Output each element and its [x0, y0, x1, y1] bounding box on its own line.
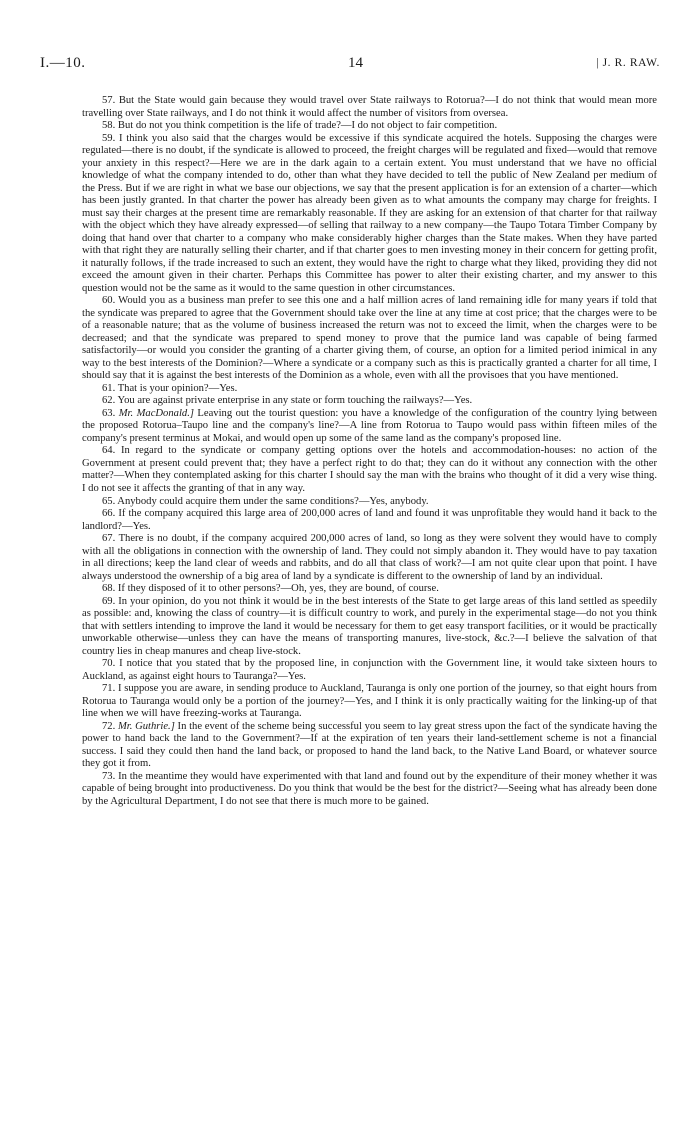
paragraph-text: 66. If the company acquired this large area of 200,000 acres of land and found it was unprofitable they would hand it back to the landlord?—Yes. — [82, 508, 657, 532]
section-reference: I.—10. — [40, 55, 86, 71]
paragraph-text: 70. I notice that you stated that by the proposed line, in conjunction with the Government line, it would take sixteen hours to Auckland, as against eight hours to Tauranga?—Yes. — [82, 658, 657, 682]
speaker-name: Mr. Guthrie.] — [117, 720, 175, 732]
paragraph-text: 57. But the State would gain because they would travel over State railways to Rotorua?—I do not think that would mean more travelling over State railways, and I do not think it would affect the number of visitors from oversea. — [82, 95, 657, 119]
question-paragraph — [82, 596, 657, 659]
question-paragraph — [82, 395, 657, 408]
question-paragraph — [82, 133, 657, 296]
page-header — [40, 55, 660, 75]
speaker-name: Mr. MacDonald.] — [118, 407, 194, 419]
paragraph-text: 62. You are against private enterprise in any state or form touching the railways?—Yes. — [102, 395, 473, 407]
question-paragraph — [82, 721, 657, 771]
paragraph-text: In the event of the scheme being successful you seem to lay great stress upon the fact of the syndicate having the power to hand back the land to the Government?—If at the expiration of ten years their land-settlement scheme is not a financial success. I said they could then hand the land back, or proposed to hand the land back, to the Native Land Board, or whatever source they got it from. — [82, 720, 658, 770]
question-paragraph — [82, 658, 657, 683]
paragraph-text: 67. There is no doubt, if the company acquired 200,000 acres of land, so long as they were solvent they would have to comply with all the obligations in connection with the ownership of land. They could not simply abandon it. They would have to pay taxation in all directions; keep the land clear of weeds and rabbits, and do all that class of work?—I am not quite clear upon that point. I have always understood the ownership of a big area of land by a syndicate is different to the ownership of land by an individual. — [82, 533, 657, 582]
paragraph-text: 69. In your opinion, do you not think it would be in the best interests of the State to get large areas of this land settled as speedily as possible: and, knowing the class of country—it is difficult country to work, and purely in the experimental stage—do not you think that with settlers intending to improve the land it would be necessary for them to get easy transport facilities, or it would be practically unworkable otherwise—unless they can have the means of transporting manures, live-stock, &c.?—I believe the salvation of that country lies in cheap manures and cheap live-stock. — [82, 595, 657, 657]
paragraph-text: 65. Anybody could acquire them under the same conditions?—Yes, anybody. — [102, 495, 429, 507]
paragraph-text: 58. But do not you think competition is the life of trade?—I do not object to fair competition. — [102, 120, 498, 132]
question-paragraph — [82, 771, 657, 809]
question-paragraph — [82, 683, 657, 721]
question-paragraph — [82, 383, 657, 396]
question-paragraph — [82, 95, 657, 120]
evidence-transcript — [82, 95, 657, 808]
page-number: 14 — [348, 55, 363, 71]
question-paragraph — [82, 508, 657, 533]
paragraph-text: Leaving out the tourist question: you have a knowledge of the configuration of the country lying between the proposed Rotorua–Taupo line and the company's line?—A line from Rotorua to Taupo would pass within fifteen miles of the company's present terminus at Mokai, and would open up some of the same land as the company's proposed line. — [82, 407, 657, 444]
question-paragraph — [82, 533, 657, 583]
paragraph-text: 68. If they disposed of it to other persons?—Oh, yes, they are bound, of course. — [102, 583, 439, 595]
question-number: 72. — [102, 720, 118, 732]
question-paragraph — [82, 295, 657, 383]
paragraph-text: 60. Would you as a business man prefer to see this one and a half million acres of land remaining idle for many years if told that the syndicate was prepared to agree that the Government should take over the line at any time at cost price; that the charges were to be of a reasonable nature; that as the volume of business increased the return was not to exceed the limit, when the charges were to be decreased; and that the syndicate was prepared to spend money to prove that the pumice land was capable of being farmed satisfactorily—or would you consider the granting of a charter giving them, of course, an option for a limited period inimical in any way to the best interests of the Dominion?—Where a syndicate or a company such as this is practically granted a charter for all time, I should say that it is against the best interests of the Dominion as a whole, even with all the provisoes that you have mentioned. — [82, 295, 657, 382]
question-paragraph — [82, 120, 657, 133]
question-paragraph — [82, 408, 657, 446]
paragraph-text: 71. I suppose you are aware, in sending produce to Auckland, Tauranga is only one portion of the journey, so that eight hours from Rotorua to Tauranga would only be a portion of the journey?—Yes, and I think it is only practically waiting for the linking-up of that line when we will have freezing-works at Tauranga. — [82, 683, 657, 720]
question-paragraph — [82, 496, 657, 509]
question-paragraph — [82, 445, 657, 495]
paragraph-text: 61. That is your opinion?—Yes. — [102, 382, 238, 394]
paragraph-text: 59. I think you also said that the charges would be excessive if this syndicate acquired the hotels. Supposing the charges were regulated—there is no doubt, if the syndicate is allowed to proceed, the freight charges will be regulated and fixed—would that remove your anxiety in this respect?—Here we are in the dark again to a certain extent. You must understand that we have no official knowledge of what the company intended to do, other than what they have decided to tell the public of New Zealand per medium of the Press. But if we are right in what we base our objections, we say that the present application is for an extension of a charter—which has been justly granted. In that charter the power has already been given as to what amounts the company may charge for freights. I must say their charges at the present time are remarkably reasonable. If they are asking for an extension of that charter for that railway with the object which they have already expressed—of selling that railway to a new company—the Taupo Totara Timber Company by doing that hand over that charter to a company who make considerably higher charges than the State makes. When they have parted with that right they are naturally selling their charter, and if that charter goes to men investing money in their concern for getting profit, it naturally follows, if the trade increased to such an extent, they would have the right to charge what they liked, providing they did not exceed the amount given in their charter. Perhaps this Committee has power to alter their existing charter, and my answer to this question would not be the same as it would to the same question in other circumstances. — [82, 132, 657, 294]
paragraph-text: 73. In the meantime they would have experimented with that land and found out by the expenditure of their money whether it was capable of being brought into productiveness. Do you think that would be the best for the district?—Seeing what has already been done by the Agricultural Department, I do not see that there is much more to be gained. — [82, 770, 657, 807]
question-paragraph — [82, 583, 657, 596]
question-number: 63. — [102, 407, 119, 419]
witness-name: | J. R. RAW. — [596, 57, 660, 69]
paragraph-text: 64. In regard to the syndicate or company getting options over the hotels and accommodation-houses: no action of the Government at present could prevent that; they have a perfect right to do that; they can do it without any connection with the other matter?—When they contemplated asking for this charter I should say the man with the brains who thought of it did a very wise thing. I do not see it affects the granting of that in any way. — [82, 445, 657, 494]
